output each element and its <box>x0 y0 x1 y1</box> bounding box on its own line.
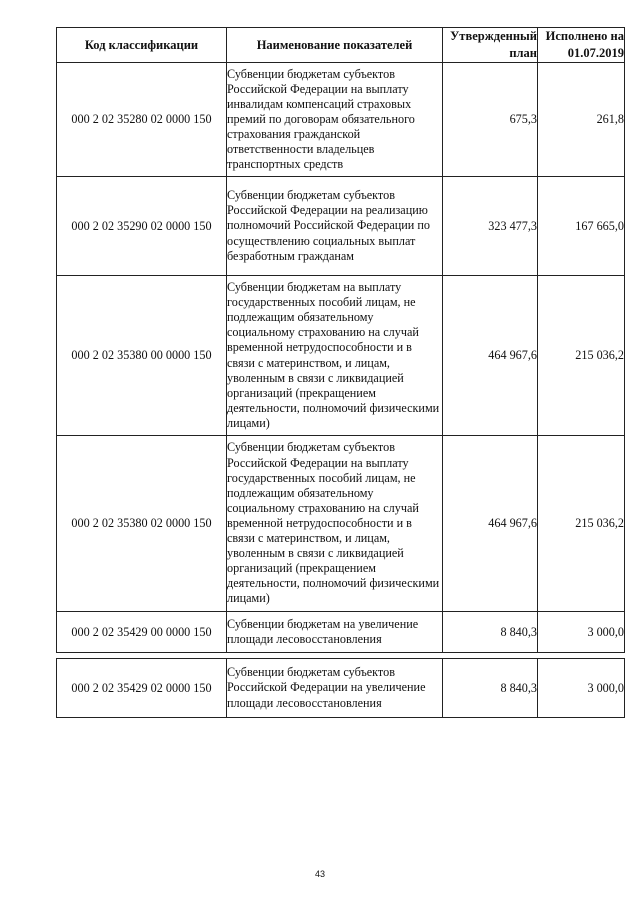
header-plan: Утвержденный план <box>443 28 538 63</box>
header-code: Код классификации <box>57 28 227 63</box>
header-name: Наименование показателей <box>227 28 443 63</box>
row-done: 261,8 <box>538 63 625 177</box>
row-name: Субвенции бюджетам на выплату государственных пособий лицам, не подлежащим обязательному социальному страхованию на случай временной нетрудоспособности и в связи с материнством, и лицам, уволенным в связи с ликвидацией организаций (прекращением деятельности, полномочий физическими лицами) <box>227 276 443 436</box>
row-code: 000 2 02 35380 02 0000 150 <box>57 436 227 612</box>
row-plan: 675,3 <box>443 63 538 177</box>
row-code: 000 2 02 35429 02 0000 150 <box>57 659 227 718</box>
row-code: 000 2 02 35429 00 0000 150 <box>57 612 227 653</box>
budget-table <box>56 27 625 718</box>
row-name: Субвенции бюджетам субъектов Российской Федерации на реализацию полномочий Российской Федерации по осуществлению социальных выплат безработным гражданам <box>227 177 443 276</box>
table-row <box>57 276 625 436</box>
row-done: 215 036,2 <box>538 276 625 436</box>
row-name: Субвенции бюджетам субъектов Российской Федерации на увеличение площади лесовосстановления <box>227 659 443 718</box>
row-done: 167 665,0 <box>538 177 625 276</box>
table-row <box>57 659 625 718</box>
table-header-row <box>57 28 625 63</box>
row-code: 000 2 02 35280 02 0000 150 <box>57 63 227 177</box>
page-number: 43 <box>314 869 325 879</box>
row-done: 215 036,2 <box>538 436 625 612</box>
row-plan: 464 967,6 <box>443 276 538 436</box>
row-plan: 8 840,3 <box>443 659 538 718</box>
header-done: Исполнено на 01.07.2019 <box>538 28 625 63</box>
row-done: 3 000,0 <box>538 612 625 653</box>
row-code: 000 2 02 35290 02 0000 150 <box>57 177 227 276</box>
row-name: Субвенции бюджетам субъектов Российской Федерации на выплату инвалидам компенсаций страховых премий по договорам обязательного страхования гражданской ответственности владельцев транспортных средств <box>227 63 443 177</box>
table-row <box>57 177 625 276</box>
table-row <box>57 612 625 653</box>
row-plan: 8 840,3 <box>443 612 538 653</box>
row-done: 3 000,0 <box>538 659 625 718</box>
row-plan: 464 967,6 <box>443 436 538 612</box>
table-row <box>57 436 625 612</box>
row-plan: 323 477,3 <box>443 177 538 276</box>
table-row <box>57 63 625 177</box>
row-code: 000 2 02 35380 00 0000 150 <box>57 276 227 436</box>
row-name: Субвенции бюджетам на увеличение площади лесовосстановления <box>227 612 443 653</box>
row-name: Субвенции бюджетам субъектов Российской Федерации на выплату государственных пособий лицам, не подлежащим обязательному социальному страхованию на случай временной нетрудоспособности и в связи с материнством, и лицам, уволенным в связи с ликвидацией организаций (прекращением деятельности, полномочий физическими лицами) <box>227 436 443 612</box>
